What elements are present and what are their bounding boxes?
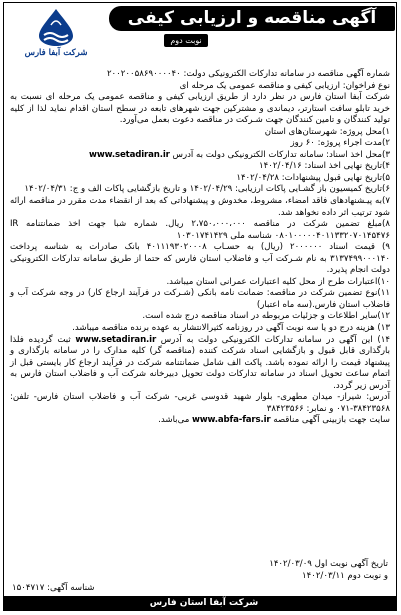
setadiran-link[interactable]: www.setadiran.ir (89, 149, 170, 160)
edition-badge: نوبت دوم (164, 34, 208, 47)
logo-caption: شرکت آبفا فارس (24, 48, 88, 58)
address: آدرس: شیراز- میدان مطهری- بلوار شهید قدوسی غربی- شرکت آب و فاضلاب استان فارس- تلفن: ۳۸۴۲۳۵۶۸-۰۷۱ و نمابر: ۳۸۴۲۳۵۶۶ (10, 392, 390, 414)
abfa-fars-link[interactable]: www.abfa-fars.ir (191, 415, 271, 426)
tender-notice (3, 2, 397, 611)
water-drop-icon (27, 7, 85, 47)
call-type: نوع فراخوان: ارزیابی کیفی و مناقصه عمومی یک مرحله ای (179, 80, 390, 91)
item-document-price: ۹) قیمت اسناد ۲۰۰۰۰۰۰ (ریال) به حسـاب ۴۰۱۱۱۹۳۰۲۰۰۰۸ بانک صادرات به شناسه پرداخت ۳۱۳۷۴۹۹۰۰۰۱۴۰ به نام شـرکت آب و فاضلاب استان فارس که حتما از طریق سامانه تدارکات الکترونیکی دولت انجام پذیرد. (10, 242, 390, 276)
website-line (10, 415, 390, 427)
item-guarantee: ۸)مبلغ تضمین شرکت در مناقصه ۲،۷۵۰،۰۰۰،۰۰۰ ریال. شماره شبا جهت اخذ ضمانتنامه IR ۰۸۰۱۰۰۰۰۰۴۰۱۱۳۳۲۰۷۰۱۴۵۴۷۶ شناسه ملی ۱۰۳۰۱۷۴۱۴۲۹ (10, 219, 390, 241)
item-location: ۱)محل پروژه: شهرستان‌های استان (264, 126, 390, 137)
setadiran-link-2[interactable]: www.setadiran.ir (75, 334, 157, 345)
item-other-info: ۱۲)سایر اطلاعات و جزئیات مربوطه در اسناد مناقصه درج شده است. (142, 311, 390, 322)
item-registration (10, 335, 390, 393)
item-guarantee-type: ۱۱)نوع تضمین شرکت در مناقصه: ضمانت نامه بانکی (شـرکت در فرآیند ارجاع کار) در وجه شرکت آب و فاضلاب استان فارس.(سه ماه اعتبار) (10, 288, 390, 310)
item-doc-deadline: ۴)تاریخ نهایی اخذ اسناد: ۱۴۰۲/۰۴/۱۶ (259, 161, 390, 172)
footer-bar (4, 596, 396, 610)
item-registration-post: ثبت گردیده فلذا بارگذاری قابل قبول و بازگشایی اسناد شرکت کننده (مناقصه گر) کلیه مدارک را در سامانه بارگذاری و پیشنهاد قیمت را ارائه نموده باشد. پاکت الف شامل ضمانتنامه شرکت در فرآیند ارجاع کار بایستی قبل از اتمام ساعت تحویل اسناد در سامانه تدارکات دولت تحویل دبیرخانه شرکت آب و فاضلاب استان فارس به آدرس زیر گردد. (10, 334, 390, 391)
item-documents (10, 150, 390, 162)
first-date: تاریخ آگهی نوبت اول ۱۴۰۲/۰۳/۰۹ (269, 559, 388, 569)
website-post: می‌باشد. (158, 415, 190, 426)
item-opening-dates: ۶)تاریخ کمیسیون باز گشـایی پاکات ارزیابی: ۱۴۰۲/۰۴/۲۹ و تاریخ بازگشایی پاکات الف و ج: ۱۴۰۲/۰۴/۳۱ (24, 184, 390, 195)
item-duration: ۲)مدت اجراء پروژه: ۶۰ روز (290, 138, 390, 149)
company-logo (10, 7, 102, 67)
title-banner (109, 6, 395, 31)
item-funding: ۱۰)اعتبارات طرح از محل کلیه اعتبارات عمرانی استان میباشد. (166, 276, 390, 287)
notice-title: آگهی مناقصه و ارزیابی کیفی (127, 8, 377, 28)
intro-paragraph: شرکت آبفا استان فارس در نظر دارد از طریق ارزیابی کیفی و مناقصه عمومی یک مرحله ای نسبت به خرید تابلو سافت استارتر، دیماندی و مشترکین جهت شهرهای تابعه در سطح استان اقدام نماید لذا از کلیه تولید کنندگان و تامین کنندگان جهت شـرکت در مناقصه دعوت بعمل می‌آورد. (10, 92, 390, 126)
item-documents-text: ۳)محل اخذ اسناد: سامانه تدارکات الکترونیکی دولت به آدرس (172, 149, 390, 160)
ad-number: شناسه آگهی: ۱۵۰۴۷۱۷ (12, 583, 95, 593)
item-ad-cost: ۱۳) هزینه درج دو یا سه نوبت آگهی در روزنامه کثیرالانتشار به عهده برنده مناقصه میباشد. (72, 323, 390, 334)
item-registration-pre: ۱۴) این آگهی در سامانه تدارکات الکترونیکی دولت به آدرس (160, 334, 390, 345)
website-pre: سایت جهت بازبینی آگهی مناقصه (273, 415, 390, 426)
second-date: و نوبت دوم ۱۴۰۲/۰۳/۱۱ (301, 571, 388, 581)
item-offer-deadline: ۵)تاریخ نهایی قبول پیشنهادات: ۱۴۰۲/۰۴/۲۸ (236, 172, 390, 183)
item-invalid-offers: ۷)به پیـشنهادهای فاقد امضاء، مشروط، مخدوش و پیشنهاداتی که بعد از انقضاء مدت مقرر در مناقصه ارائه شود ترتیب اثر داده نخواهد شد. (10, 196, 390, 218)
footer-company: شرکت آبفا استان فارس (149, 598, 259, 608)
notice-body (10, 69, 390, 427)
tender-number: شماره آگهی مناقصه در سامانه تدارکات الکترونیکی دولت: ۲۰۰۲۰۰۵۸۶۹۰۰۰۰۴۰ (106, 69, 390, 79)
publication-dates (269, 558, 388, 582)
